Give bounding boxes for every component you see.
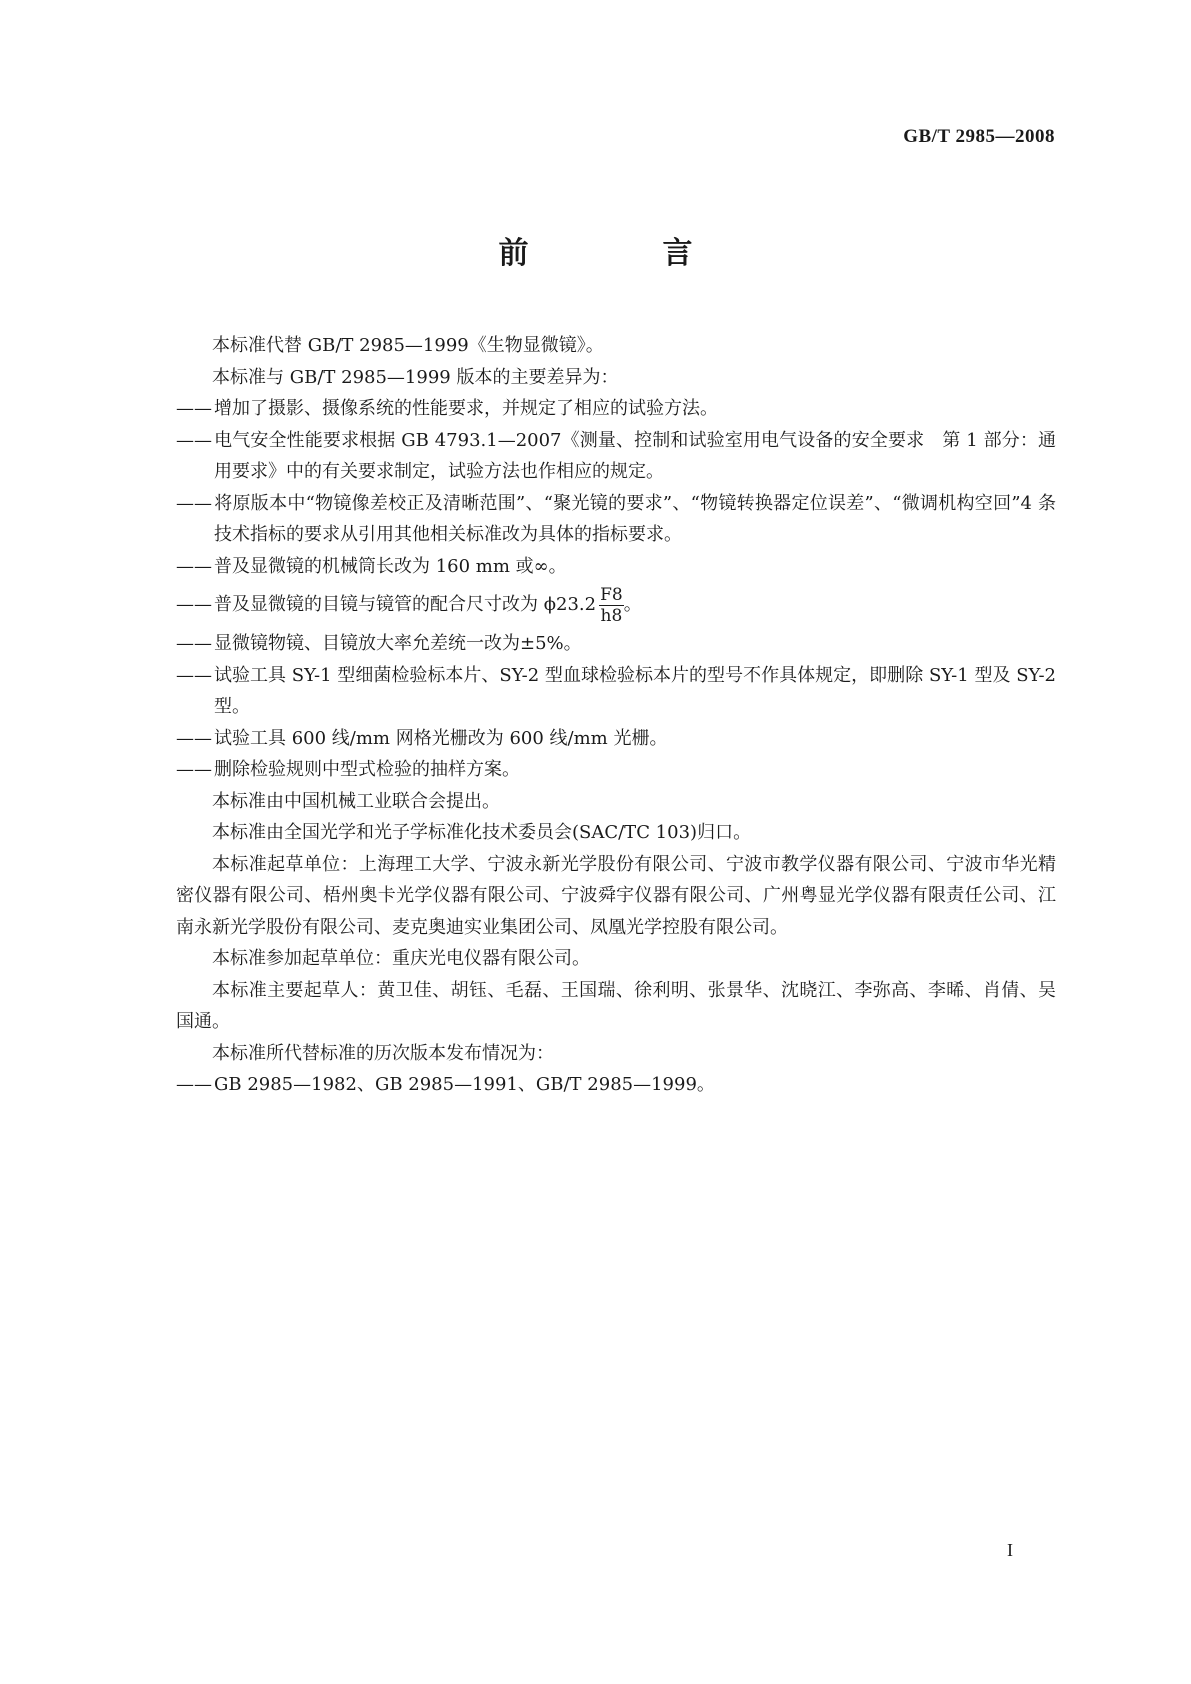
list-item-text: GB 2985—1982、GB 2985—1991、GB/T 2985—1999。	[214, 1074, 715, 1095]
document-body	[176, 330, 1056, 1101]
paragraph-proposed-by: 本标准由中国机械工业联合会提出。	[212, 790, 500, 812]
dash-marker: ——	[176, 398, 212, 419]
dash-marker: ——	[176, 492, 212, 514]
list-item	[176, 551, 1056, 583]
list-item	[176, 425, 1056, 488]
fraction-denominator: h8	[600, 605, 623, 626]
list-item-text: 试验工具 600 线/mm 网格光栅改为 600 线/mm 光栅。	[214, 727, 668, 749]
list-item-text: 电气安全性能要求根据 GB 4793.1—2007《测量、控制和试验室用电气设备的安全要求 第 1 部分：通用要求》中的有关要求制定，试验方法也作相应的规定。	[214, 429, 1056, 482]
dash-marker: ——	[176, 633, 212, 654]
dash-marker: ——	[176, 594, 212, 615]
dash-marker: ——	[176, 727, 212, 749]
list-item-text: 删除检验规则中型式检验的抽样方案。	[214, 759, 520, 780]
fraction-numerator: F8	[600, 584, 623, 605]
list-item-text: 试验工具 SY-1 型细菌检验标本片、SY-2 型血球检验标本片的型号不作具体规定，即删除 SY-1 型及 SY-2 型。	[214, 664, 1056, 717]
page-title: 前 言	[498, 236, 745, 271]
paragraph-drafting-units: 本标准起草单位：上海理工大学、宁波永新光学股份有限公司、宁波市教学仪器有限公司、宁波市华光精密仪器有限公司、梧州奥卡光学仪器有限公司、宁波舜宇仪器有限公司、广州粤显光学仪器有限责任公司、江南永新光学股份有限公司、麦克奥迪实业集团公司、凤凰光学控股有限公司。	[176, 853, 1056, 938]
paragraph-participating-unit: 本标准参加起草单位：重庆光电仪器有限公司。	[212, 948, 590, 969]
paragraph-replaces: 本标准代替 GB/T 2985—1999《生物显微镜》。	[212, 335, 604, 356]
list-item	[176, 754, 1056, 786]
list-item-text: 普及显微镜的目镜与镜管的配合尺寸改为 ϕ23.2	[214, 594, 597, 615]
list-item-text: 普及显微镜的机械筒长改为 160 mm 或∞。	[214, 555, 567, 577]
list-item	[176, 660, 1056, 723]
dash-marker: ——	[176, 1074, 212, 1095]
paragraph-differences-intro: 本标准与 GB/T 2985—1999 版本的主要差异为：	[212, 366, 619, 388]
paragraph-under-jurisdiction: 本标准由全国光学和光子学标准化技术委员会(SAC/TC 103)归口。	[212, 822, 752, 843]
list-item-text: 显微镜物镜、目镜放大率允差统一改为±5%。	[214, 633, 582, 654]
list-item	[176, 723, 1056, 755]
page-number: I	[1007, 1540, 1013, 1560]
list-item-text: 将原版本中“物镜像差校正及清晰范围”、“聚光镜的要求”、“物镜转换器定位误差”、“微调机构空回”4 条技术指标的要求从引用其他相关标准改为具体的指标要求。	[214, 492, 1056, 545]
list-item	[176, 488, 1056, 551]
paragraph-history-intro: 本标准所代替标准的历次版本发布情况为：	[212, 1042, 554, 1064]
list-item	[176, 628, 1056, 660]
list-item-text: 增加了摄影、摄像系统的性能要求，并规定了相应的试验方法。	[214, 398, 718, 419]
dash-marker: ——	[176, 429, 212, 451]
tolerance-fraction	[599, 585, 624, 626]
list-item	[176, 393, 1056, 425]
paragraph-drafters: 本标准主要起草人：黄卫佳、胡钰、毛磊、王国瑞、徐利明、张景华、沈晓江、李弥高、李晞、肖倩、吴国通。	[176, 979, 1056, 1032]
dash-marker: ——	[176, 664, 212, 686]
list-item-fit-tolerance	[176, 582, 1056, 628]
list-item-suffix: 。	[623, 594, 642, 615]
dash-marker: ——	[176, 759, 212, 780]
list-item-history	[176, 1069, 1056, 1101]
dash-marker: ——	[176, 555, 212, 577]
standard-code: GB/T 2985—2008	[903, 126, 1055, 147]
